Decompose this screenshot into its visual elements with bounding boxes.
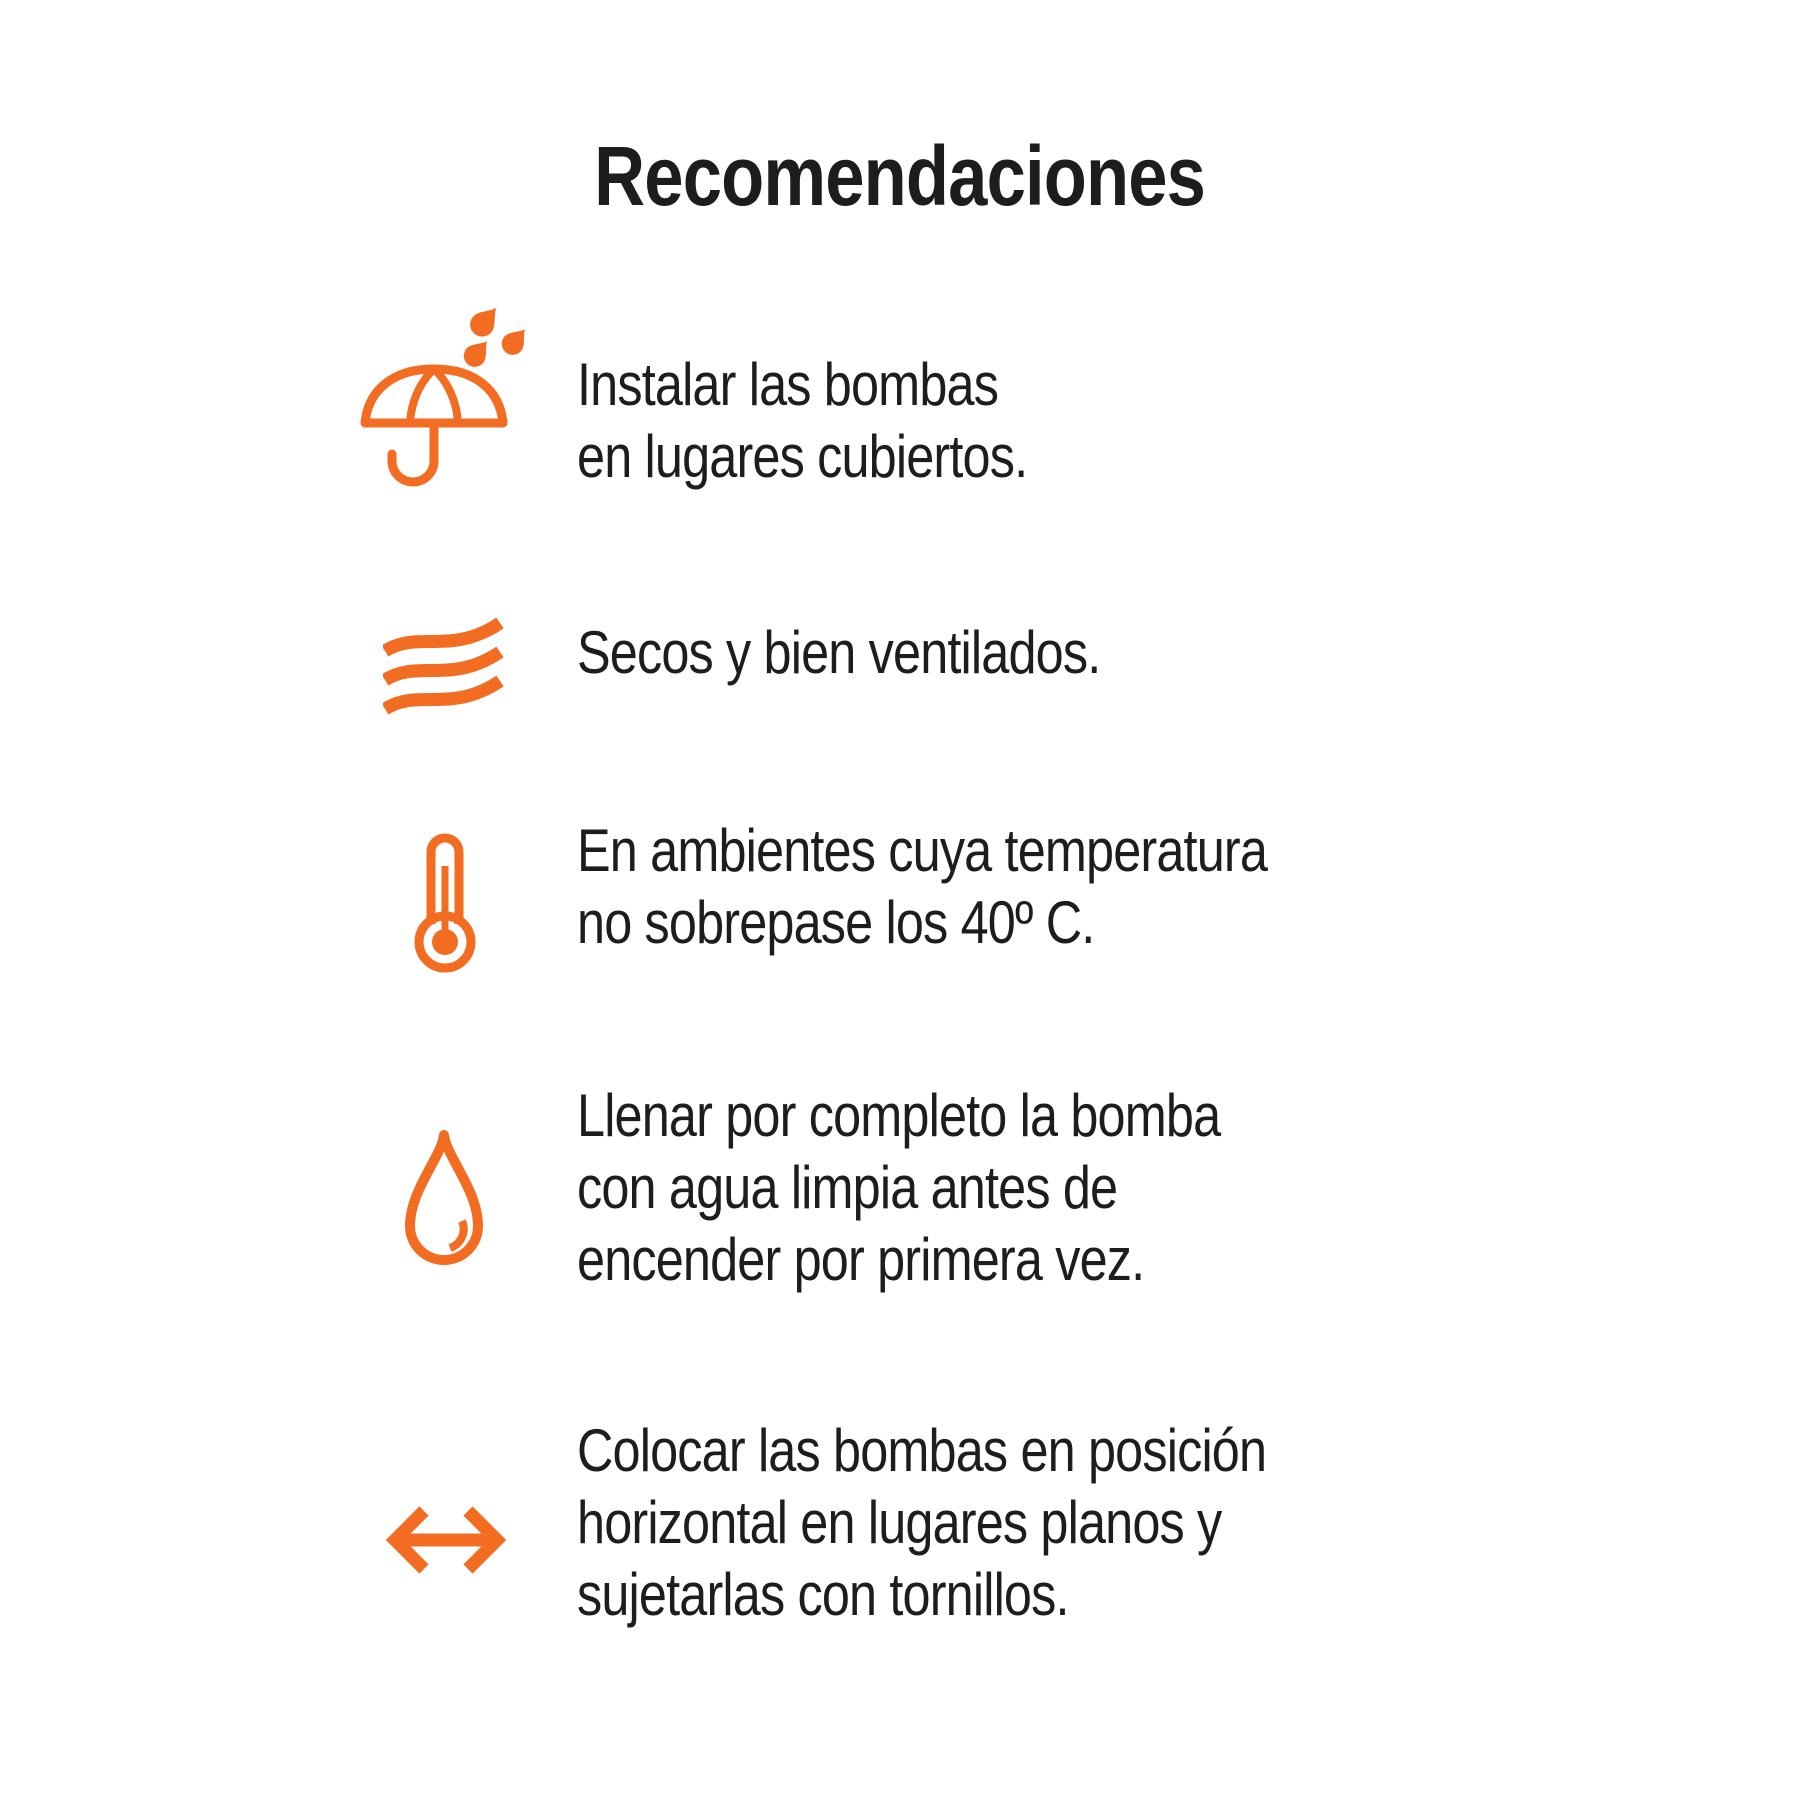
water-drop-icon xyxy=(398,1128,490,1275)
recommendation-item-5 xyxy=(577,1415,1397,1631)
wind-waves-icon xyxy=(383,618,505,716)
item-4-line-3: encender por primera vez. xyxy=(577,1226,1145,1293)
item-4-line-1: Llenar por completo la bomba xyxy=(577,1082,1221,1149)
umbrella-rain-icon xyxy=(360,298,535,493)
item-1-line-1: Instalar las bombas xyxy=(577,351,999,418)
item-4-line-2: con agua limpia antes de xyxy=(577,1154,1118,1221)
page-title-text: Recomendaciones xyxy=(594,129,1206,223)
horizontal-double-arrow-icon xyxy=(384,1506,508,1574)
item-5-line-1: Colocar las bombas en posición xyxy=(577,1417,1267,1484)
recommendation-item-3 xyxy=(577,815,1398,959)
item-3-line-2: no sobrepase los 40º C. xyxy=(577,889,1095,956)
rain-drops xyxy=(459,300,533,371)
item-5-line-2: horizontal en lugares planos y xyxy=(577,1489,1222,1556)
recommendation-item-4 xyxy=(577,1080,1343,1296)
page-title xyxy=(0,129,1800,223)
item-5-line-3: sujetarlas con tornillos. xyxy=(577,1561,1069,1628)
item-3-line-1: En ambientes cuya temperatura xyxy=(577,817,1268,884)
thermometer-icon xyxy=(413,830,477,973)
item-1-line-2: en lugares cubiertos. xyxy=(577,423,1028,490)
item-2-line-1: Secos y bien ventilados. xyxy=(577,619,1101,686)
recommendation-item-2 xyxy=(577,617,1200,689)
recommendation-item-1 xyxy=(577,349,1113,493)
